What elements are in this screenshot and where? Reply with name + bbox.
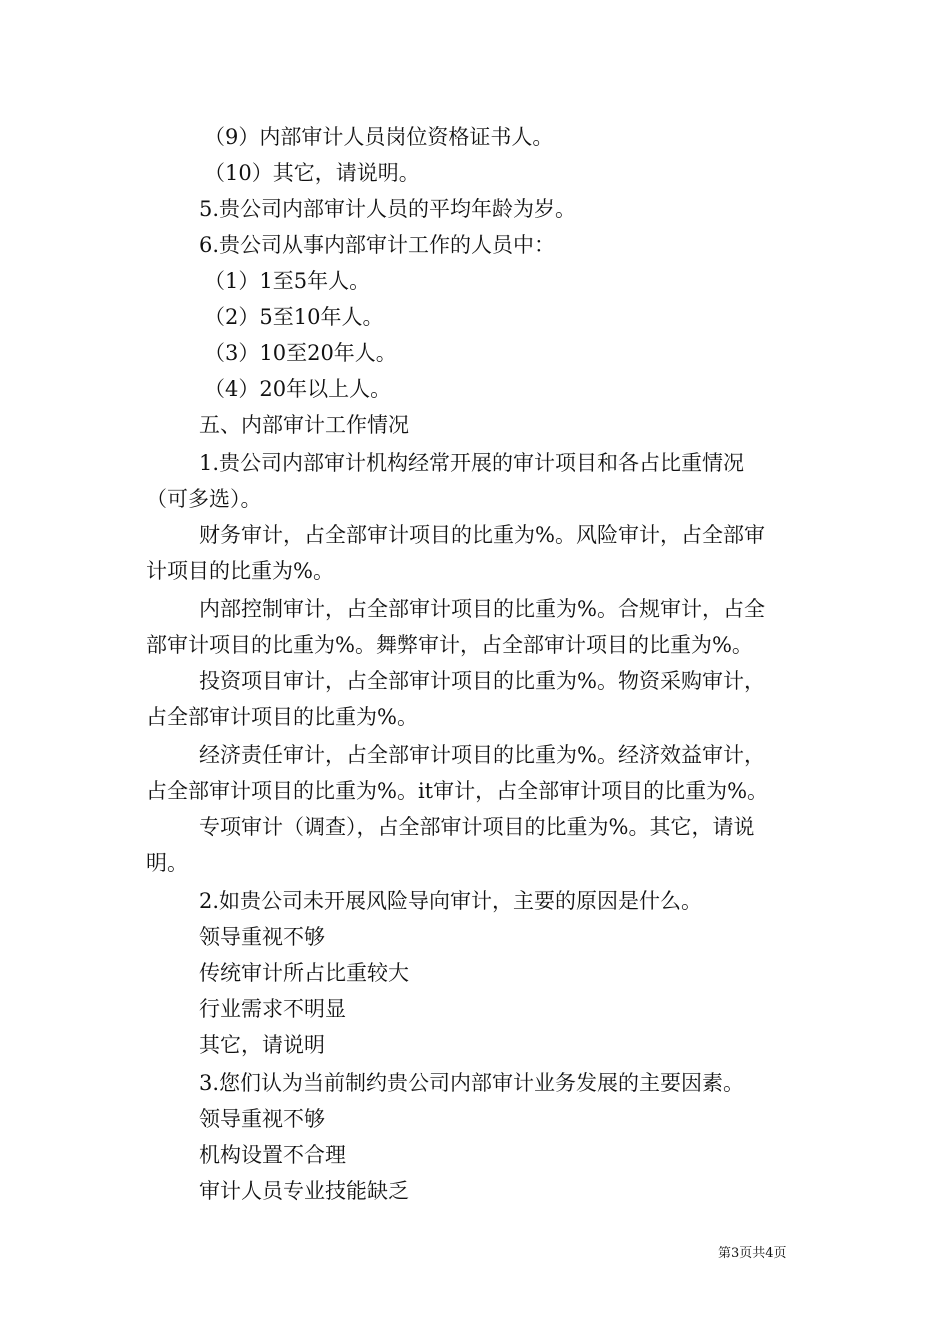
option-line: 领导重视不够 [199,1107,325,1131]
text-line: 经济责任审计，占全部审计项目的比重为%。经济效益审计， [199,743,765,767]
option-line: 其它，请说明 [199,1033,325,1057]
text-line: 2.如贵公司未开展风险导向审计，主要的原因是什么。 [199,889,703,913]
text-line: 5.贵公司内部审计人员的平均年龄为岁。 [199,197,577,221]
text-line: 占全部审计项目的比重为%。it审计，占全部审计项目的比重为%。 [146,779,769,803]
text-line: 部审计项目的比重为%。舞弊审计，占全部审计项目的比重为%。 [146,633,753,657]
text-line: （1）1至5年人。 [204,269,371,293]
text-line: （3）10至20年人。 [204,341,397,365]
text-line: 6.贵公司从事内部审计工作的人员中： [199,233,556,257]
text-line: 专项审计（调查），占全部审计项目的比重为%。其它，请说 [199,815,755,839]
option-line: 行业需求不明显 [199,997,346,1021]
text-line: 财务审计，占全部审计项目的比重为%。风险审计，占全部审 [199,523,765,547]
text-line: （可多选）。 [146,487,262,511]
text-line: 投资项目审计，占全部审计项目的比重为%。物资采购审计， [199,669,765,693]
text-line: 3.您们认为当前制约贵公司内部审计业务发展的主要因素。 [199,1071,745,1095]
text-line: 明。 [146,851,188,875]
text-line: 占全部审计项目的比重为%。 [146,705,418,729]
text-line: （10）其它，请说明。 [204,161,420,185]
option-line: 传统审计所占比重较大 [199,961,409,985]
section-heading: 五、内部审计工作情况 [199,413,409,437]
option-line: 审计人员专业技能缺乏 [199,1179,409,1203]
text-line: 1.贵公司内部审计机构经常开展的审计项目和各占比重情况 [199,451,745,475]
text-line: 计项目的比重为%。 [146,559,334,583]
option-line: 领导重视不够 [199,925,325,949]
text-line: （9）内部审计人员岗位资格证书人。 [204,125,554,149]
page-number: 第3页共4页 [718,1246,787,1261]
text-line: （4）20年以上人。 [204,377,392,401]
text-line: （2）5至10年人。 [204,305,384,329]
option-line: 机构设置不合理 [199,1143,346,1167]
text-line: 内部控制审计，占全部审计项目的比重为%。合规审计，占全 [199,597,765,621]
